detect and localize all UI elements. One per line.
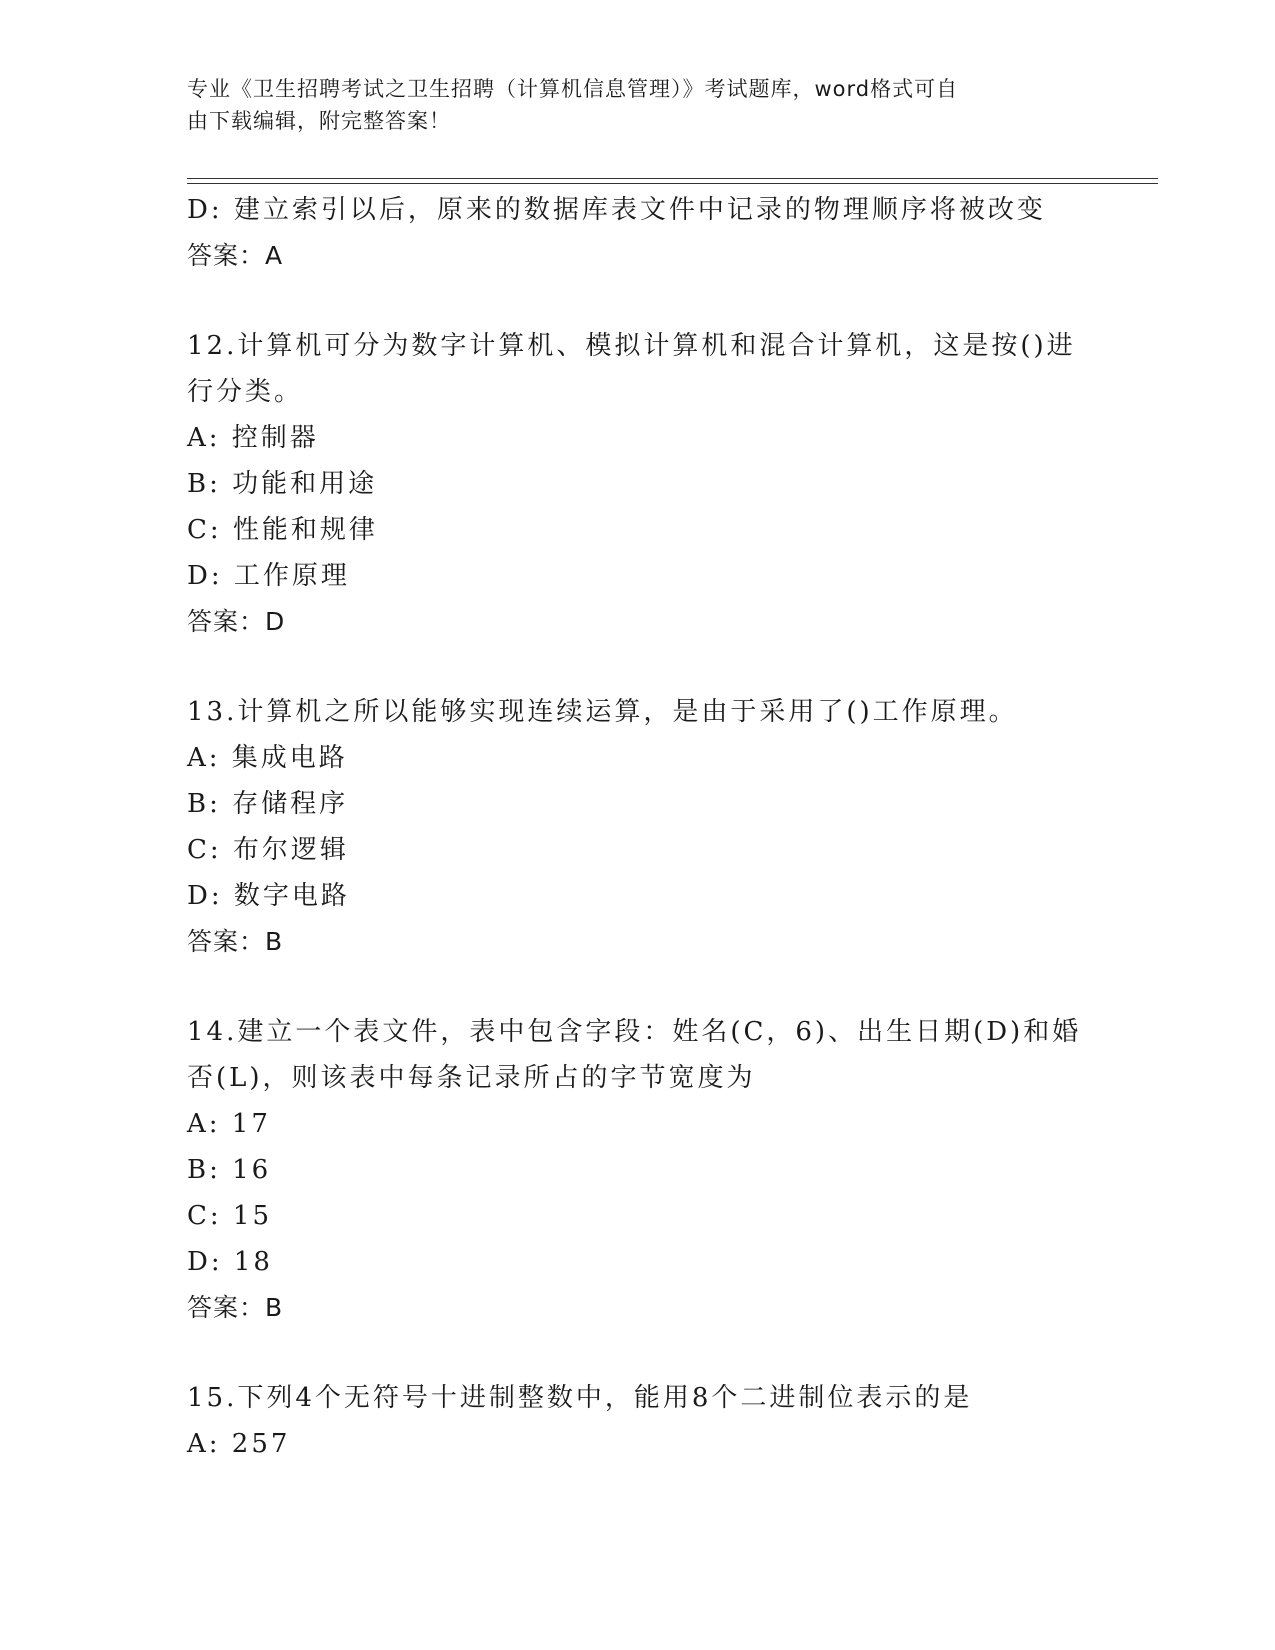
option-b: B: 16 [187,1155,272,1185]
option-a: A: 控制器 [187,423,319,453]
header-divider-top [187,178,1158,179]
question-stem: 14.建立一个表文件，表中包含字段：姓名(C，6)、出生日期(D)和婚 [187,1017,1082,1047]
question-stem-cont: 否(L)，则该表中每条记录所占的字节宽度为 [187,1063,756,1093]
option-a: A: 17 [187,1109,271,1139]
option-b: B: 存储程序 [187,789,349,819]
option-a: A: 257 [187,1429,291,1459]
question-stem-cont: 行分类。 [187,377,304,407]
option-d: D: 数字电路 [187,881,350,911]
question-content [187,187,1087,1467]
answer-label: 答案：B [187,1293,284,1322]
answer-label: 答案：D [187,607,286,636]
option-d: D: 建立索引以后，原来的数据库表文件中记录的物理顺序将被改变 [187,195,1046,225]
header-line-2: 由下载编辑，附完整答案！ [187,109,451,133]
option-a: A: 集成电路 [187,743,348,773]
header-divider-bottom [187,183,1158,184]
question-12 [187,323,1087,645]
question-14 [187,1009,1087,1331]
document-header [187,73,1087,137]
question-13 [187,689,1087,965]
option-c: C: 15 [187,1201,273,1231]
option-d: D: 18 [187,1247,273,1277]
question-15 [187,1375,1087,1467]
answer-label: 答案：B [187,927,284,956]
question-stem: 13.计算机之所以能够实现连续运算，是由于采用了()工作原理。 [187,697,1018,727]
option-c: C: 性能和规律 [187,515,378,545]
answer-label: 答案：A [187,241,284,270]
question-stem: 15.下列4个无符号十进制整数中，能用8个二进制位表示的是 [187,1383,973,1413]
header-line-1: 专业《卫生招聘考试之卫生招聘（计算机信息管理）》考试题库，word格式可自 [187,77,959,101]
option-c: C: 布尔逻辑 [187,835,349,865]
option-b: B: 功能和用途 [187,469,378,499]
question-stem: 12.计算机可分为数字计算机、模拟计算机和混合计算机，这是按()进 [187,331,1076,361]
option-d: D: 工作原理 [187,561,350,591]
